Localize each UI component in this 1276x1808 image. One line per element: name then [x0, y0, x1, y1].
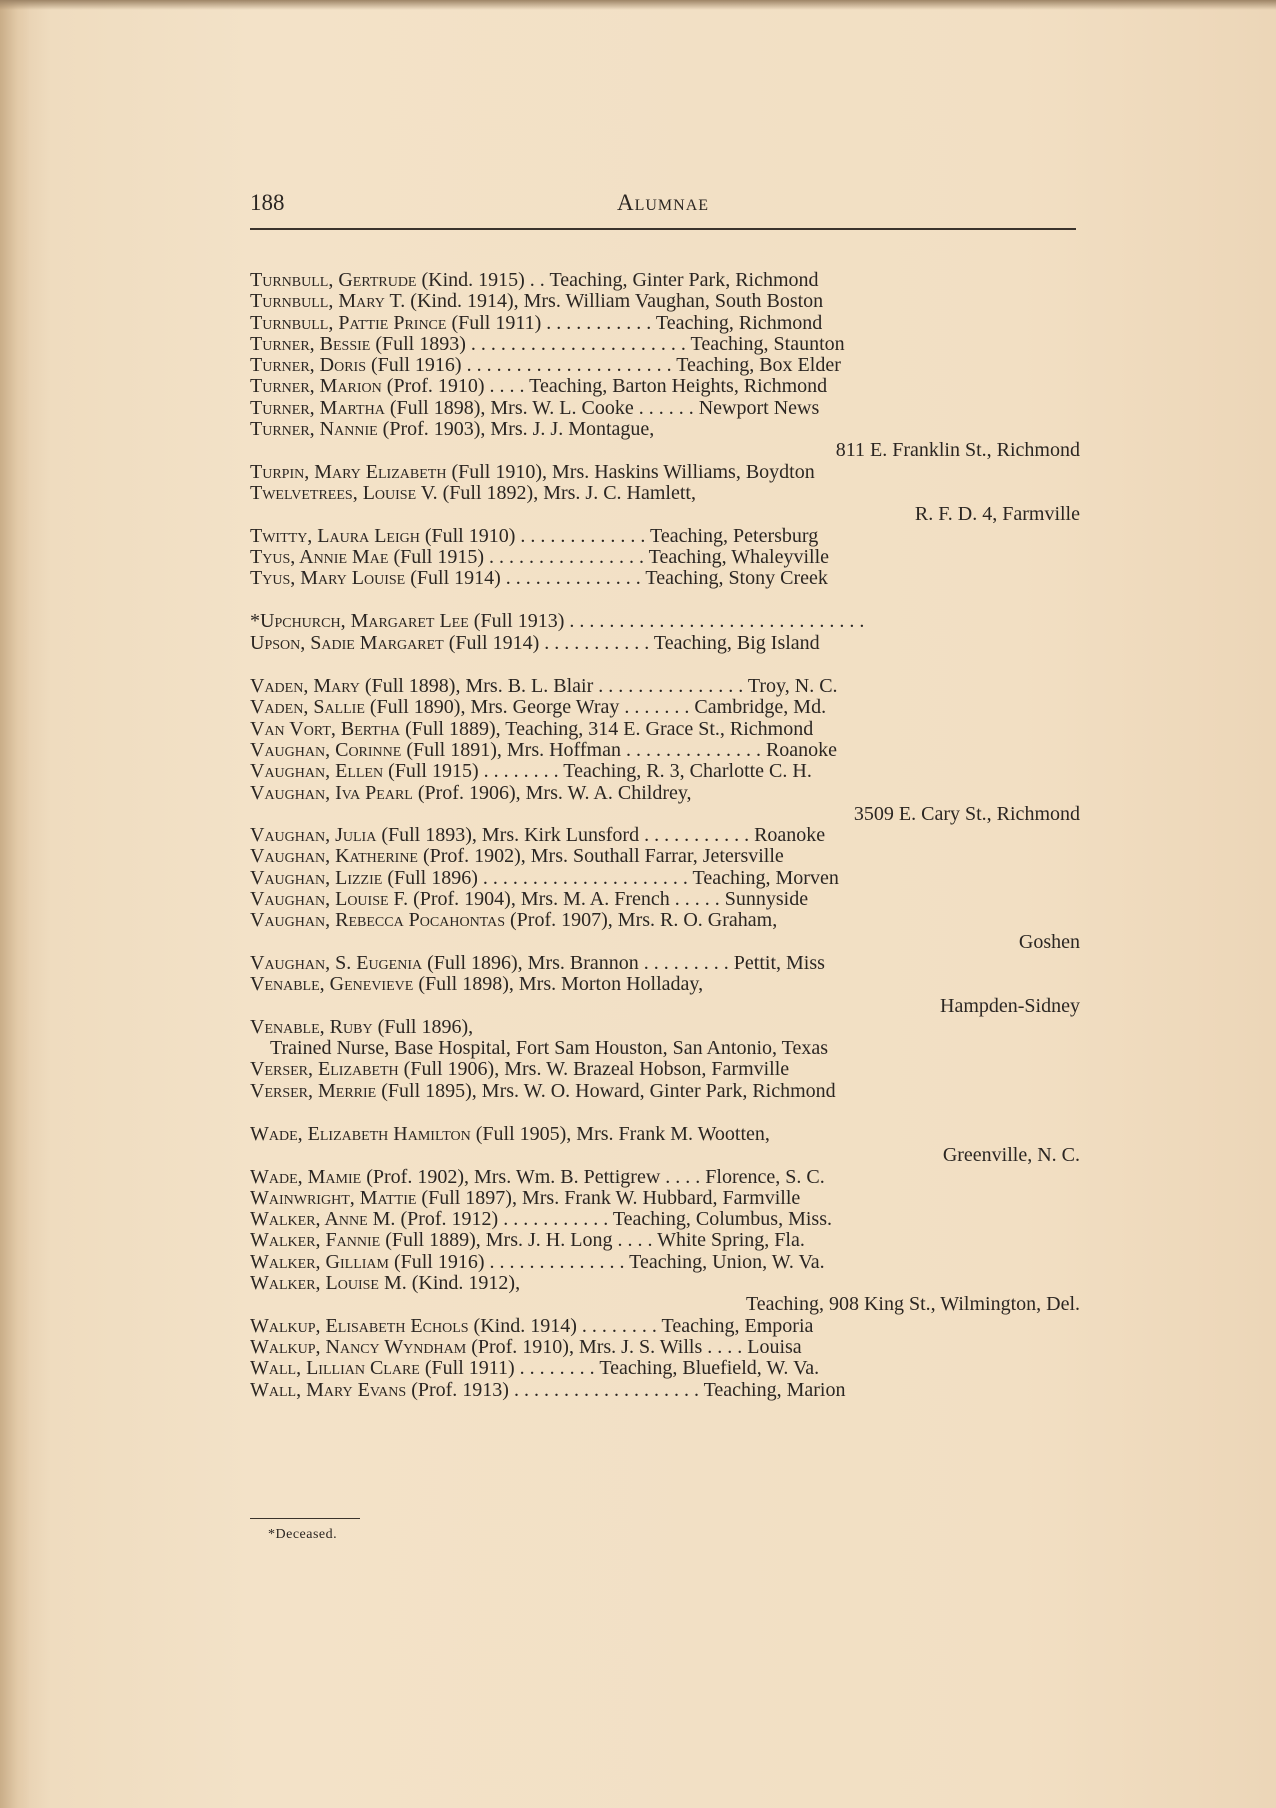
alumna-entry: [250, 1230, 1080, 1251]
entry-line: Venable, Ruby (Full 1896),: [250, 1016, 474, 1038]
letter-group: [250, 611, 1080, 654]
entry-line: Vaughan, Katherine (Prof. 1902), Mrs. Southall Farrar, Jetersville: [250, 846, 784, 868]
letter-group: [250, 1124, 1080, 1401]
alumna-entry: [250, 910, 1080, 953]
alumna-entry: [250, 1273, 1080, 1316]
entry-continuation-line: Teaching, 908 King St., Wilmington, Del.: [745, 1294, 1080, 1316]
entry-line: Wade, Elizabeth Hamilton (Full 1905), Mrs. Frank M. Wootten,: [250, 1123, 770, 1145]
entry-line: Vaughan, Julia (Full 1893), Mrs. Kirk Lunsford . . . . . . . . . . . Roanoke: [250, 825, 826, 847]
entry-line: Turnbull, Pattie Prince (Full 1911) . . . . . . . . . . . Teaching, Richmond: [250, 312, 823, 334]
entry-line: Twelvetrees, Louise V. (Full 1892), Mrs. J. C. Hamlett,: [250, 482, 696, 504]
entry-line: Turnbull, Gertrude (Kind. 1915) . . Teaching, Ginter Park, Richmond: [250, 270, 819, 291]
alumna-entry: [250, 355, 1080, 376]
page-header: [250, 190, 1076, 230]
entry-line: Turner, Doris (Full 1916) . . . . . . . . . . . . . . . . . . . . . Teaching, Box Elder: [250, 355, 841, 377]
entry-line: Vaden, Mary (Full 1898), Mrs. B. L. Blair . . . . . . . . . . . . . . . Troy, N. C.: [250, 676, 838, 698]
entry-line: Turnbull, Mary T. (Kind. 1914), Mrs. William Vaughan, South Boston: [250, 291, 824, 313]
entry-line: Vaughan, Rebecca Pocahontas (Prof. 1907), Mrs. R. O. Graham,: [250, 910, 778, 932]
page-number: 188: [250, 190, 285, 215]
alumna-entry: [250, 761, 1080, 782]
alumna-entry: [250, 868, 1080, 889]
alumna-entry: [250, 953, 1080, 974]
alumnae-list: [250, 270, 1080, 1423]
alumna-entry: [250, 270, 1080, 291]
alumna-entry: [250, 376, 1080, 397]
entry-line: Tyus, Mary Louise (Full 1914) . . . . . . . . . . . . . . Teaching, Stony Creek: [250, 568, 828, 590]
entry-line: Vaughan, Ellen (Full 1915) . . . . . . . . Teaching, R. 3, Charlotte C. H.: [250, 761, 812, 783]
entry-line: Turner, Bessie (Full 1893) . . . . . . . . . . . . . . . . . . . . . . Teaching, Staunton: [250, 333, 845, 355]
alumna-entry: [250, 526, 1080, 547]
alumna-entry: [250, 547, 1080, 568]
alumna-entry: [250, 462, 1080, 483]
entry-line: Walker, Louise M. (Kind. 1912),: [250, 1273, 521, 1295]
entry-line: Walkup, Elisabeth Echols (Kind. 1914) . . . . . . . . Teaching, Emporia: [250, 1315, 814, 1337]
entry-line: Vaughan, S. Eugenia (Full 1896), Mrs. Brannon . . . . . . . . . Pettit, Miss: [250, 952, 825, 974]
entry-line: Walkup, Nancy Wyndham (Prof. 1910), Mrs. J. S. Wills . . . . Louisa: [250, 1336, 802, 1358]
entry-line: Verser, Elizabeth (Full 1906), Mrs. W. Brazeal Hobson, Farmville: [250, 1059, 790, 1081]
alumna-entry: [250, 740, 1080, 761]
alumna-entry: [250, 483, 1080, 526]
alumna-entry: [250, 1380, 1080, 1401]
entry-line: Vaughan, Lizzie (Full 1896) . . . . . . . . . . . . . . . . . . . . . Teaching, Morven: [250, 867, 839, 889]
alumna-entry: [250, 719, 1080, 740]
letter-group: [250, 676, 1080, 1102]
footnote: *Deceased.: [268, 1527, 338, 1542]
entry-continuation-line: Goshen: [1018, 931, 1080, 953]
alumna-entry: [250, 825, 1080, 846]
page-edge-shadow: [0, 0, 30, 1808]
running-head: Alumnae: [616, 190, 710, 215]
alumna-entry: [250, 1124, 1080, 1167]
header-rule: [250, 228, 1076, 230]
alumna-entry: [250, 568, 1080, 589]
entry-line: Walker, Gilliam (Full 1916) . . . . . . . . . . . . . . Teaching, Union, W. Va.: [250, 1251, 825, 1273]
alumna-entry: [250, 1209, 1080, 1230]
entry-line: Tyus, Annie Mae (Full 1915) . . . . . . . . . . . . . . . . Teaching, Whaleyville: [250, 546, 830, 568]
letter-group: [250, 270, 1080, 589]
alumna-entry: [250, 1017, 1080, 1060]
entry-continuation-line: R. F. D. 4, Farmville: [914, 504, 1080, 526]
entry-line: Van Vort, Bertha (Full 1889), Teaching, 314 E. Grace St., Richmond: [250, 718, 814, 740]
alumna-entry: [250, 697, 1080, 718]
entry-line: Walker, Fannie (Full 1889), Mrs. J. H. Long . . . . White Spring, Fla.: [250, 1230, 805, 1252]
entry-line: Wall, Lillian Clare (Full 1911) . . . . . . . . Teaching, Bluefield, W. Va.: [250, 1358, 820, 1380]
alumna-entry: [250, 1167, 1080, 1188]
alumna-entry: [250, 974, 1080, 1017]
alumna-entry: [250, 1059, 1080, 1080]
footnote-rule: [250, 1518, 360, 1519]
alumna-entry: [250, 1188, 1080, 1209]
entry-line: Vaden, Sallie (Full 1890), Mrs. George Wray . . . . . . . Cambridge, Md.: [250, 697, 827, 719]
entry-line: Walker, Anne M. (Prof. 1912) . . . . . . . . . . . Teaching, Columbus, Miss.: [250, 1209, 832, 1231]
alumna-entry: [250, 783, 1080, 826]
alumna-entry: [250, 611, 1080, 632]
entry-continuation-line: 3509 E. Cary St., Richmond: [853, 803, 1080, 825]
entry-line: Twitty, Laura Leigh (Full 1910) . . . . . . . . . . . . . Teaching, Petersburg: [250, 525, 819, 547]
entry-line: Verser, Merrie (Full 1895), Mrs. W. O. Howard, Ginter Park, Richmond: [250, 1080, 836, 1102]
alumna-entry: [250, 334, 1080, 355]
entry-continuation-line: Hampden-Sidney: [940, 995, 1080, 1017]
alumna-entry: [250, 419, 1080, 462]
page-top-shadow: [0, 0, 1276, 10]
entry-continuation-line: 811 E. Franklin St., Richmond: [835, 440, 1080, 462]
entry-line: Vaughan, Iva Pearl (Prof. 1906), Mrs. W. A. Childrey,: [250, 782, 692, 804]
entry-line: Wade, Mamie (Prof. 1902), Mrs. Wm. B. Pettigrew . . . . Florence, S. C.: [250, 1166, 825, 1188]
alumna-entry: [250, 1358, 1080, 1379]
entry-line: Wainwright, Mattie (Full 1897), Mrs. Frank W. Hubbard, Farmville: [250, 1187, 801, 1209]
alumna-entry: [250, 313, 1080, 334]
alumna-entry: [250, 1252, 1080, 1273]
entry-line: Turner, Nannie (Prof. 1903), Mrs. J. J. Montague,: [250, 419, 655, 441]
alumna-entry: [250, 1316, 1080, 1337]
alumna-entry: [250, 291, 1080, 312]
alumna-entry: [250, 1081, 1080, 1102]
entry-line: Turner, Marion (Prof. 1910) . . . . Teaching, Barton Heights, Richmond: [250, 376, 828, 398]
alumna-entry: [250, 889, 1080, 910]
alumna-entry: [250, 398, 1080, 419]
entry-continuation-line: Greenville, N. C.: [942, 1145, 1080, 1167]
entry-line: Turpin, Mary Elizabeth (Full 1910), Mrs. Haskins Williams, Boydton: [250, 461, 815, 483]
entry-line: Venable, Genevieve (Full 1898), Mrs. Morton Holladay,: [250, 974, 704, 996]
entry-line: Turner, Martha (Full 1898), Mrs. W. L. Cooke . . . . . . Newport News: [250, 397, 820, 419]
alumna-entry: [250, 676, 1080, 697]
entry-line: Vaughan, Corinne (Full 1891), Mrs. Hoffman . . . . . . . . . . . . . . Roanoke: [250, 739, 838, 761]
entry-line: Vaughan, Louise F. (Prof. 1904), Mrs. M. A. French . . . . . Sunnyside: [250, 889, 809, 911]
alumna-entry: [250, 846, 1080, 867]
entry-line: *Upchurch, Margaret Lee (Full 1913) . . . . . . . . . . . . . . . . . . . . . . . . . . . . . .: [250, 611, 865, 633]
alumna-entry: [250, 1337, 1080, 1358]
alumna-entry: [250, 633, 1080, 654]
entry-continuation-line: Trained Nurse, Base Hospital, Fort Sam Houston, San Antonio, Texas: [270, 1038, 829, 1060]
entry-line: Upson, Sadie Margaret (Full 1914) . . . . . . . . . . . Teaching, Big Island: [250, 632, 820, 654]
entry-line: Wall, Mary Evans (Prof. 1913) . . . . . . . . . . . . . . . . . . . Teaching, Marion: [250, 1379, 846, 1401]
